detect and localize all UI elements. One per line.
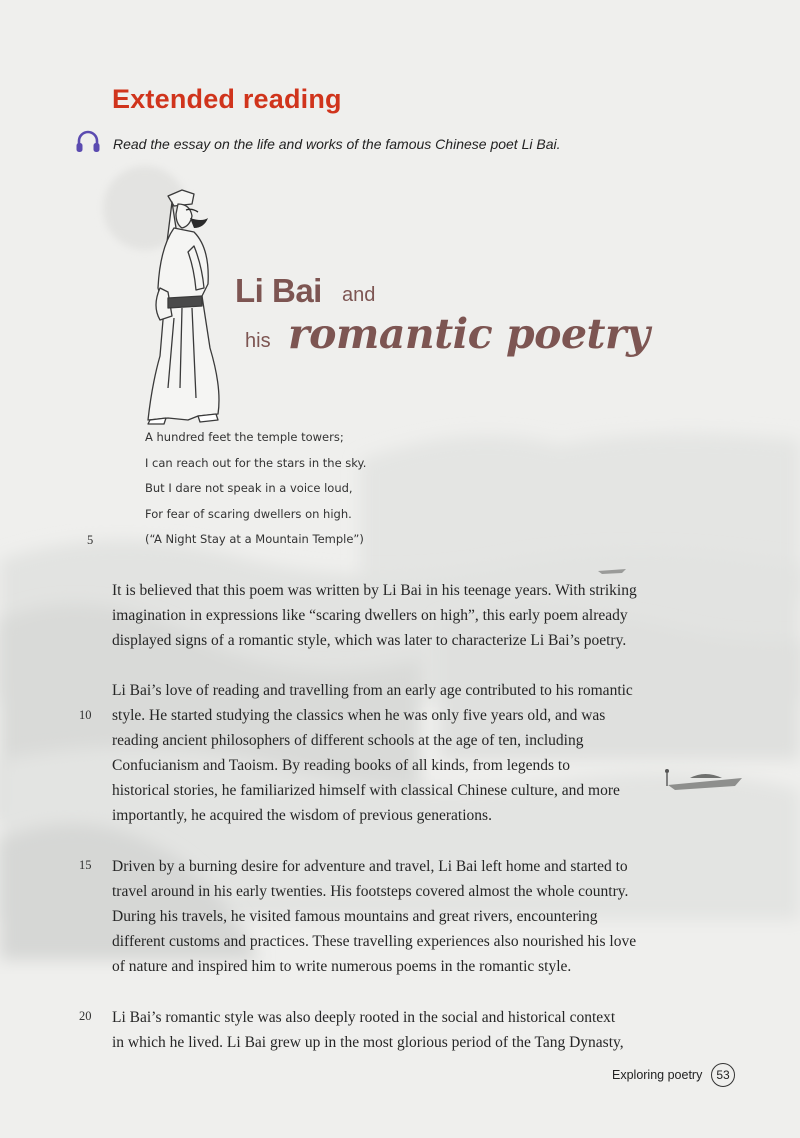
title-and: and — [342, 284, 376, 306]
text-line: reading ancient philosophers of different schools at the age of ten, including — [112, 732, 584, 749]
poem-line: A hundred feet the temple towers; — [145, 430, 344, 444]
poem-source: (“A Night Stay at a Mountain Temple”) — [145, 532, 364, 546]
paragraph-3 — [112, 854, 712, 979]
line-number-15: 15 — [79, 858, 92, 872]
text-line: Confucianism and Taoism. By reading books of all kinds, from legends to — [112, 757, 570, 774]
title-romantic-poetry: romantic poetry — [288, 310, 650, 358]
text-line: It is believed that this poem was written by Li Bai in his teenage years. With striking — [112, 582, 637, 599]
page-number-badge: 53 — [711, 1063, 735, 1087]
paragraph-1 — [112, 578, 712, 653]
text-line: style. He started studying the classics when he was only five years old, and was — [112, 707, 606, 724]
poem-line: I can reach out for the stars in the sky. — [145, 455, 367, 470]
text-line: of nature and inspired him to write numerous poems in the romantic style. — [112, 958, 572, 975]
text-line: imagination in expressions like “scaring dwellers on high”, this early poem already — [112, 607, 628, 624]
text-line: Driven by a burning desire for adventure and travel, Li Bai left home and started to — [112, 858, 628, 875]
line-number-20: 20 — [79, 1009, 92, 1023]
text-line: in which he lived. Li Bai grew up in the most glorious period of the Tang Dynasty, — [112, 1034, 624, 1051]
text-line: Li Bai’s romantic style was also deeply rooted in the social and historical context — [112, 1009, 616, 1026]
line-number-10: 10 — [79, 708, 92, 722]
poem-line: But I dare not speak in a voice loud, — [145, 481, 353, 495]
headphones-icon[interactable] — [74, 128, 102, 156]
li-bai-illustration — [138, 188, 230, 426]
line-number-5: 5 — [87, 533, 94, 547]
text-line: importantly, he acquired the wisdom of previous generations. — [112, 807, 492, 824]
poem-excerpt — [145, 429, 366, 557]
text-line: Li Bai’s love of reading and travelling from an early age contributed to his romantic — [112, 682, 633, 699]
section-heading: Extended reading — [112, 84, 342, 114]
text-line: different customs and practices. These travelling experiences also nourished his love — [112, 933, 637, 950]
title-his: his — [245, 330, 271, 352]
text-line: During his travels, he visited famous mountains and great rivers, encountering — [112, 908, 598, 925]
chapter-label: Exploring poetry — [612, 1068, 703, 1082]
title-li-bai: Li Bai — [235, 272, 322, 309]
text-line: historical stories, he familiarized himself with classical Chinese culture, and more — [112, 782, 620, 799]
text-line: travel around in his early twenties. His footsteps covered almost the whole country. — [112, 883, 629, 900]
poem-line: For fear of scaring dwellers on high. — [145, 506, 352, 521]
paragraph-2 — [112, 678, 712, 828]
reading-instruction: Read the essay on the life and works of the famous Chinese poet Li Bai. — [113, 136, 561, 152]
text-line: displayed signs of a romantic style, which was later to characterize Li Bai’s poetry. — [112, 632, 627, 649]
paragraph-4 — [112, 1005, 712, 1055]
